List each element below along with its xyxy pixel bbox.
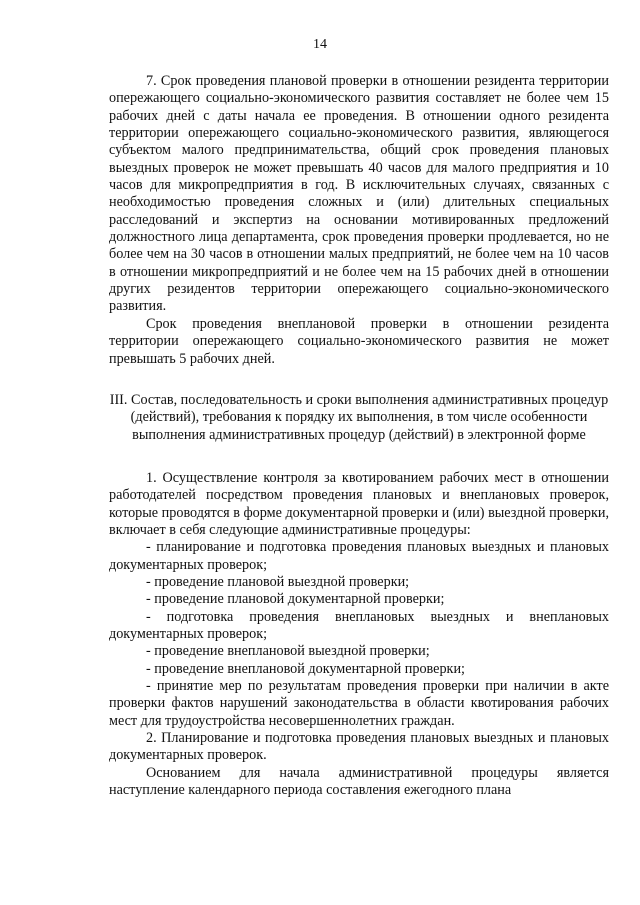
- procedure-item: - проведение плановой выездной проверки;: [146, 573, 410, 590]
- paragraph-deadline-unscheduled: Срок проведения внеплановой проверки в отношении резидента территории опережающего социально-экономического развития не может превышать 5 рабочих дней.: [109, 315, 609, 367]
- page-number: 14: [313, 37, 327, 52]
- section-intro-paragraph: 1. Осуществление контроля за квотированием рабочих мест в отношении работодателей посредством проведения плановых и внеплановых проверок, которые проводятся в форме документарной проверки и (или) выездной проверки, включает в себя следующие административные процедуры:: [109, 469, 609, 538]
- procedure-item: - проведение внеплановой выездной проверки;: [146, 643, 430, 660]
- procedure-item: - подготовка проведения внеплановых выездных и внеплановых документарных проверок;: [109, 608, 609, 642]
- procedure-item: - проведение внеплановой документарной проверки;: [146, 660, 465, 677]
- procedure-item: - планирование и подготовка проведения плановых выездных и плановых документарных проверок;: [109, 539, 609, 573]
- paragraph-deadline-scheduled: 7. Срок проведения плановой проверки в отношении резидента территории опережающего социально-экономического развития составляет не более чем 15 рабочих дней с даты начала ее проведения. В отношении одного резидента территории опережающего социально-экономического развития, являющегося субъектом малого предпринимательства, общий срок проведения плановых выездных проверок не может превышать 40 часов для малого предприятия и 10 часов для микропредприятия в год. В исключительных случаях, связанных с необходимостью проведения сложных и (или) длительных специальных расследований и экспертиз на основании мотивированных предложений должностного лица департамента, срок проведения проверки продлевается, но не более чем на 30 часов в отношении малых предприятий, не более чем на 10 часов в отношении микропредприятий и не более чем на 15 рабочих дней в отношении других резидентов территории опережающего социально-экономического развития.: [109, 73, 609, 315]
- section-heading: III. Состав, последовательность и сроки выполнения административных процедур (действий), требования к порядку их выполнения, в том числе особенности выполнения административных процедур (действий) в электронной форме: [109, 391, 609, 443]
- paragraph-planning: 2. Планирование и подготовка проведения плановых выездных и плановых документарных проверок.: [109, 730, 609, 764]
- procedure-item: - принятие мер по результатам проведения проверки при наличии в акте проверки фактов нарушений законодательства в области квотирования рабочих мест для трудоустройства несовершеннолетних граждан.: [109, 678, 609, 729]
- paragraph-basis: Основанием для начала административной процедуры является наступление календарного периода составления ежегодного плана: [109, 764, 609, 799]
- document-body: [109, 73, 609, 799]
- procedure-item: - проведение плановой документарной проверки;: [146, 591, 445, 608]
